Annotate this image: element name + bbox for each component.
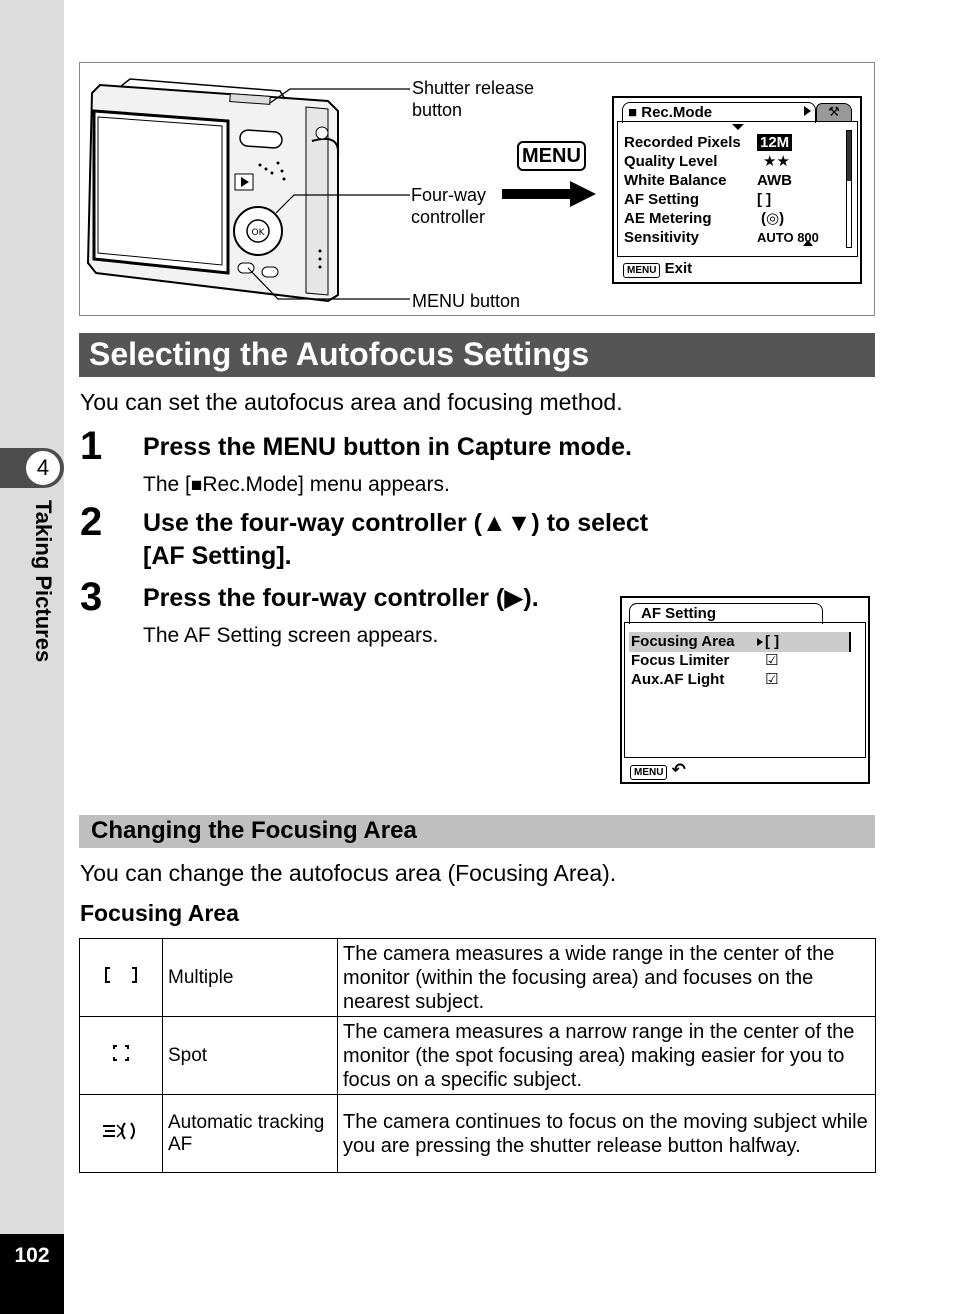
spot-af-icon — [80, 1017, 163, 1095]
chapter-title: Taking Pictures — [31, 500, 56, 663]
step-3-heading: Press the four-way controller (▶). — [143, 584, 539, 612]
af-setting-row-labels — [631, 632, 735, 689]
step-3-sub: The AF Setting screen appears. — [143, 624, 439, 647]
af-setting-tab-label: AF Setting — [641, 605, 716, 622]
camera-icon: ■ — [190, 475, 203, 496]
scroll-up-marker-icon — [732, 124, 744, 130]
rec-mode-row-labels — [624, 133, 741, 247]
section-intro: You can change the autofocus area (Focusing Area). — [80, 860, 617, 886]
exit-label: Exit — [664, 260, 693, 277]
step-1-sub: The [■Rec.Mode] menu appears. — [143, 473, 450, 496]
rec-row-label: Quality Level — [624, 153, 718, 170]
rec-mode-footer — [623, 259, 692, 278]
rec-mode-tab-label — [628, 103, 712, 122]
menu-key-icon: MENU — [517, 141, 586, 171]
mode-name: Spot — [163, 1017, 338, 1095]
sensitivity-value: AUTO 800 — [757, 230, 819, 245]
page-number: 102 — [14, 1244, 50, 1267]
multiple-af-icon — [80, 939, 163, 1017]
af-row-label: Focus Limiter — [631, 652, 730, 669]
focusing-area-table — [79, 938, 876, 1173]
step-3-number: 3 — [80, 575, 103, 619]
focusing-area-value: [ ] — [765, 633, 780, 650]
table-row — [80, 1095, 876, 1173]
white-balance-value: AWB — [757, 172, 792, 189]
intro-text: You can set the autofocus area and focusing method. — [80, 389, 623, 415]
menu-button-callout: MENU button — [412, 291, 521, 311]
rec-row-label: White Balance — [624, 172, 727, 189]
rec-row-label: Recorded Pixels — [624, 134, 741, 151]
focusing-area-subheading: Focusing Area — [80, 900, 239, 926]
back-arrow-icon: ↶ — [671, 760, 686, 779]
row-right-arrow-icon — [757, 638, 763, 646]
four-way-callout: Four-way controller — [411, 185, 487, 227]
af-setting-footer — [630, 760, 686, 780]
section-title: Changing the Focusing Area — [91, 817, 417, 844]
chapter-number: 4 — [25, 450, 61, 486]
rec-mode-tab-text: Rec.Mode — [641, 104, 713, 121]
menu-key-icon: MENU — [630, 765, 667, 780]
rec-mode-row-values — [757, 133, 819, 247]
step-2-heading-line2: [AF Setting]. — [143, 542, 292, 570]
page-title: Selecting the Autofocus Settings — [89, 336, 590, 372]
ae-metering-value: (◎) — [761, 210, 785, 227]
mode-description: The camera continues to focus on the moving subject while you are pressing the shutter release button halfway. — [338, 1095, 876, 1173]
step-2-number: 2 — [80, 500, 103, 544]
table-row — [80, 939, 876, 1017]
mode-description: The camera measures a narrow range in the center of the monitor (the spot focusing area) making easier for you to focus on a specific subject. — [338, 1017, 876, 1095]
focus-limiter-check-icon: ☑ — [765, 652, 779, 669]
table-row — [80, 1017, 876, 1095]
rec-row-label: AF Setting — [624, 191, 699, 208]
tracking-af-icon — [80, 1095, 163, 1173]
scrollbar — [846, 130, 852, 248]
setup-wrench-icon: ⚒ — [816, 103, 852, 122]
step-1-number: 1 — [80, 424, 103, 468]
scroll-down-marker-icon — [803, 240, 813, 246]
shutter-callout: Shutter release button — [412, 78, 535, 120]
mode-name: Automatic tracking AF — [163, 1095, 338, 1173]
tab-right-arrow-icon — [804, 106, 811, 116]
step-1-heading: Press the MENU button in Capture mode. — [143, 433, 632, 461]
af-setting-row-values — [765, 632, 779, 689]
step-2-heading-line1: Use the four-way controller (▲▼) to select — [143, 509, 649, 537]
aux-af-light-check-icon: ☑ — [765, 671, 779, 688]
af-setting-value: [ ] — [757, 191, 772, 208]
af-row-label: Aux.AF Light — [631, 671, 725, 688]
af-row-label: Focusing Area — [631, 633, 735, 650]
svg-text:OK: OK — [251, 228, 265, 238]
quality-level-value: ★★ — [763, 153, 790, 170]
recorded-pixels-value: 12M — [757, 133, 819, 152]
rec-row-label: Sensitivity — [624, 229, 700, 246]
mode-description: The camera measures a wide range in the center of the monitor (within the focusing area) and focuses on the nearest subject. — [338, 939, 876, 1017]
camera-icon: ■ — [628, 104, 638, 121]
rec-row-label: AE Metering — [624, 210, 712, 227]
menu-key-icon: MENU — [623, 263, 660, 278]
mode-name: Multiple — [163, 939, 338, 1017]
